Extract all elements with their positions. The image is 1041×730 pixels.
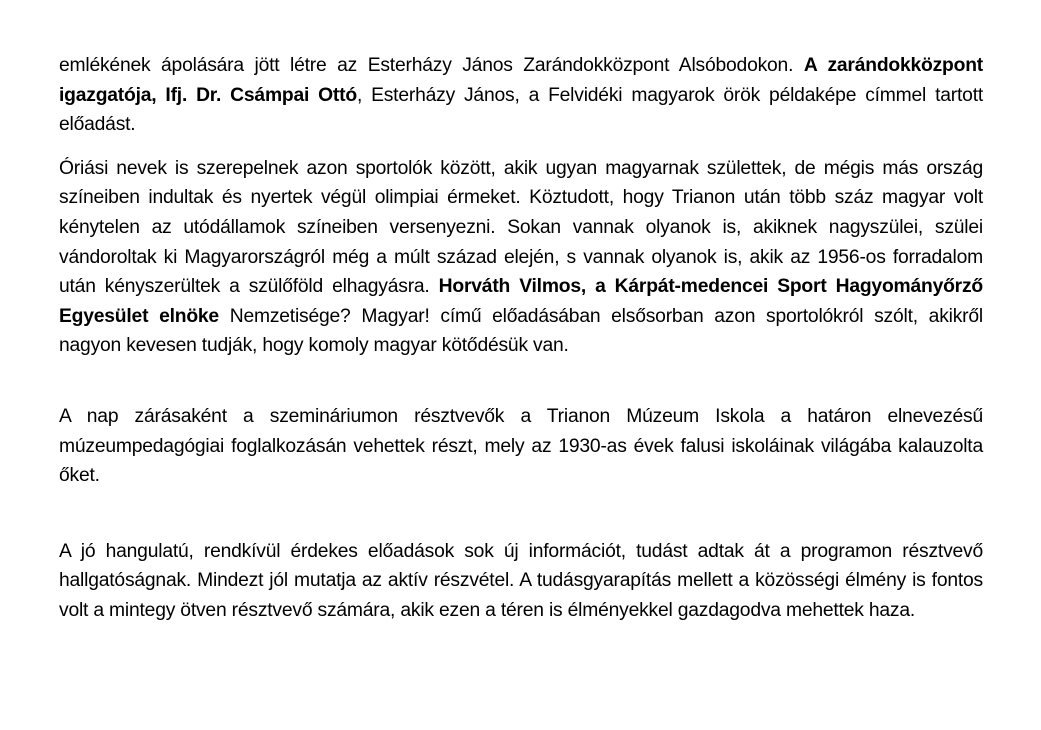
paragraph-4 (59, 537, 983, 626)
paragraph-1 (59, 51, 983, 140)
paragraph-2 (59, 154, 983, 361)
paragraph-3-run-1: A nap zárásaként a szemináriumon résztvevők a Trianon Múzeum Iskola a határon elnevezésű múzeumpedagógiai foglalkozásán vehettek részt, mely az 1930-as évek falusi iskoláinak világába kalauzolta őket. (59, 405, 983, 487)
paragraph-1-run-3: , Esterházy János, a Felvidéki magyarok örök példaképe címmel tartott előadást. (59, 84, 984, 136)
paragraph-4-run-1: A jó hangulatú, rendkívül érdekes előadások sok új információt, tudást adtak át a programon résztvevő hallgatóságnak. Mindezt jól mutatja az aktív részvétel. A tudásgyarapítás mellett a közösségi élmény is fontos volt a mintegy ötven résztvevő számára, akik ezen a téren is élményekkel gazdagodva mehettek haza. (59, 540, 983, 621)
paragraph-2-run-2-bold: Horváth Vilmos, a Kárpát-medencei Sport Hagyományőrző Egyesület elnöke (59, 276, 983, 327)
paragraph-2-run-3: Nemzetisége? Magyar! című előadásában elsősorban azon sportolókról szólt, akikről nagyon kevesen tudják, hogy komoly magyar kötődésük van. (59, 305, 983, 357)
paragraph-1-run-2-bold: A zarándokközpont igazgatója, Ifj. Dr. Csámpai Ottó (59, 55, 983, 106)
paragraph-2-run-1: Óriási nevek is szerepelnek azon sportolók között, akik ugyan magyarnak születtek, de mégis más ország színeiben indultak és nyertek végül olimpiai érmeket. Köztudott, hogy Trianon után több száz magyar volt kénytelen az utódállamok színeiben versenyezni. Sokan vannak olyanok is, akiknek nagyszülei, szülei vándoroltak ki Magyarországról még a múlt század elején, s vannak olyanok is, akik az 1956-os forradalom után kényszerültek a szülőföld elhagyásra. (59, 157, 983, 298)
paragraph-3 (59, 402, 983, 491)
paragraph-1-run-1: emlékének ápolására jött létre az Esterházy János Zarándokközpont Alsóbodokon. (59, 55, 804, 76)
